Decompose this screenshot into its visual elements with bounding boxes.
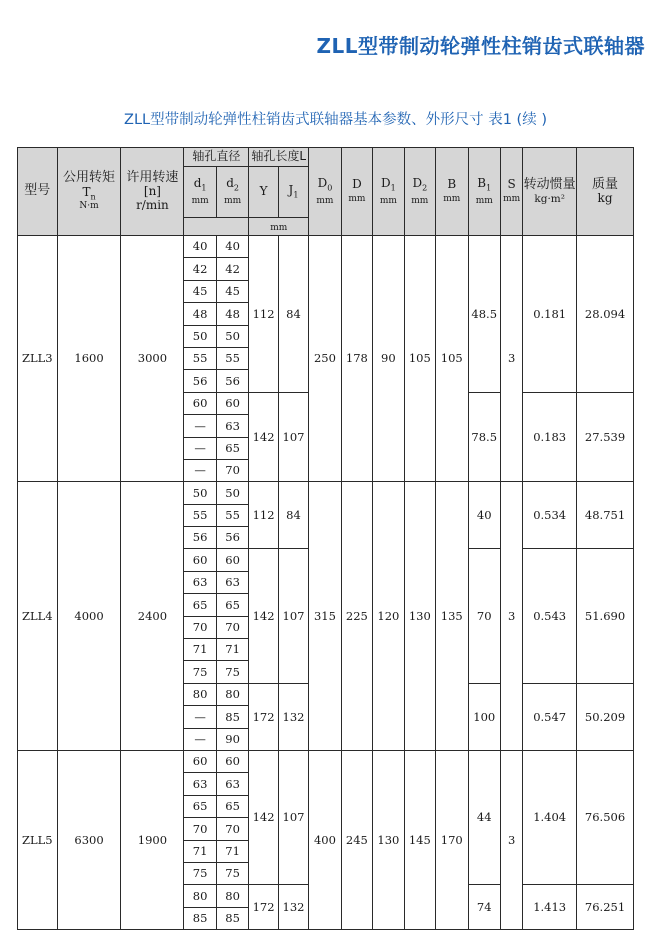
d1-cell: — xyxy=(184,706,216,728)
y-cell: 142 xyxy=(249,392,278,482)
inertia-cell: 0.183 xyxy=(523,392,577,482)
d1-cell: 71 xyxy=(184,639,216,661)
table-row xyxy=(18,750,634,772)
torque-cell: 6300 xyxy=(57,750,121,929)
d-cell: 245 xyxy=(341,750,372,929)
d1-cell: 56 xyxy=(184,527,216,549)
mass-cell: 48.751 xyxy=(577,482,634,549)
table-title: ZLL型带制动轮弹性柱销齿式联轴器基本参数、外形尺寸 表1 (续 ) xyxy=(124,112,547,128)
b-cell: 105 xyxy=(436,236,468,482)
d0-cell: 250 xyxy=(309,236,341,482)
d2-cell: 60 xyxy=(216,392,248,414)
d2-cell: 71 xyxy=(216,840,248,862)
d2-cell: 56 xyxy=(216,370,248,392)
d2-cell: 56 xyxy=(216,527,248,549)
j1-cell: 132 xyxy=(278,683,308,750)
j1-cell: 107 xyxy=(278,750,308,884)
speed-cell: 1900 xyxy=(121,750,184,929)
header-d2-outer: $D_2$ mm xyxy=(404,148,435,236)
j1-cell: 107 xyxy=(278,392,308,482)
mass-cell: 51.690 xyxy=(577,549,634,683)
mass-cell: 27.539 xyxy=(577,392,634,482)
d1-cell: 75 xyxy=(184,661,216,683)
j1-cell: 132 xyxy=(278,885,308,930)
d1-cell: 70 xyxy=(184,616,216,638)
y-cell: 172 xyxy=(249,683,278,750)
y-cell: 172 xyxy=(249,885,278,930)
header-length-unit: mm xyxy=(249,218,309,236)
d1-cell: 50 xyxy=(184,325,216,347)
d1-cell: 70 xyxy=(184,818,216,840)
torque-cell: 1600 xyxy=(57,236,121,482)
d1-cell: — xyxy=(184,437,216,459)
b1-cell: 40 xyxy=(468,482,500,549)
d2-cell: 65 xyxy=(216,594,248,616)
d1-cell: 120 xyxy=(373,482,404,751)
mass-cell: 76.251 xyxy=(577,885,634,930)
j1-cell: 84 xyxy=(278,482,308,549)
b1-cell: 78.5 xyxy=(468,392,500,482)
d1-cell: 130 xyxy=(373,750,404,929)
d-cell: 225 xyxy=(341,482,372,751)
header-d1: $d_1$ mm xyxy=(184,167,216,218)
inertia-cell: 0.547 xyxy=(523,683,577,750)
header-d0: $D_0$ mm xyxy=(309,148,341,236)
header-mass: 质量 kg xyxy=(577,148,634,236)
torque-cell: 4000 xyxy=(57,482,121,751)
header-speed: 许用转速 [n] r/min xyxy=(121,148,184,236)
mass-cell: 76.506 xyxy=(577,750,634,884)
mass-cell: 28.094 xyxy=(577,236,634,393)
header-b: B mm xyxy=(436,148,468,236)
header-d2: $d_2$ mm xyxy=(216,167,248,218)
d2-cell: 80 xyxy=(216,885,248,907)
d1-cell: 48 xyxy=(184,303,216,325)
table-body xyxy=(18,236,634,930)
header-torque: 公用转矩 $T_n$ N·m xyxy=(57,148,121,236)
header-bore-unit xyxy=(184,218,249,236)
header-bore-diameter: 轴孔直径 xyxy=(184,148,249,167)
inertia-cell: 0.534 xyxy=(523,482,577,549)
d2-cell: 145 xyxy=(404,750,435,929)
d1-cell: 40 xyxy=(184,236,216,258)
d1-cell: 42 xyxy=(184,258,216,280)
d2-cell: 105 xyxy=(404,236,435,482)
y-cell: 112 xyxy=(249,236,278,393)
header-y: Y xyxy=(249,167,278,218)
d2-cell: 55 xyxy=(216,504,248,526)
d2-cell: 71 xyxy=(216,639,248,661)
b1-cell: 44 xyxy=(468,750,500,884)
d1-cell: 80 xyxy=(184,885,216,907)
j1-cell: 107 xyxy=(278,549,308,683)
d1-cell: — xyxy=(184,728,216,750)
s-cell: 3 xyxy=(500,236,522,482)
mass-cell: 50.209 xyxy=(577,683,634,750)
d2-cell: 130 xyxy=(404,482,435,751)
d1-cell: 60 xyxy=(184,392,216,414)
inertia-cell: 0.543 xyxy=(523,549,577,683)
spec-table xyxy=(17,147,634,930)
s-cell: 3 xyxy=(500,750,522,929)
header-b1: $B_1$ mm xyxy=(468,148,500,236)
b-cell: 170 xyxy=(436,750,468,929)
model-name-cell: ZLL5 xyxy=(18,750,58,929)
d2-cell: 70 xyxy=(216,616,248,638)
header-model: 型号 xyxy=(18,148,58,236)
d1-cell: 63 xyxy=(184,571,216,593)
inertia-cell: 1.413 xyxy=(523,885,577,930)
d2-cell: 50 xyxy=(216,482,248,504)
d2-cell: 50 xyxy=(216,325,248,347)
d1-cell: 60 xyxy=(184,750,216,772)
d1-cell: 75 xyxy=(184,862,216,884)
b1-cell: 74 xyxy=(468,885,500,930)
d1-cell: 85 xyxy=(184,907,216,929)
d2-cell: 63 xyxy=(216,773,248,795)
d2-cell: 63 xyxy=(216,571,248,593)
y-cell: 142 xyxy=(249,549,278,683)
b1-cell: 100 xyxy=(468,683,500,750)
table-row xyxy=(18,482,634,504)
d2-cell: 55 xyxy=(216,347,248,369)
table-row xyxy=(18,236,634,258)
d2-cell: 48 xyxy=(216,303,248,325)
d1-cell: 71 xyxy=(184,840,216,862)
d2-cell: 40 xyxy=(216,236,248,258)
d1-cell: 55 xyxy=(184,504,216,526)
d2-cell: 75 xyxy=(216,661,248,683)
d1-cell: 63 xyxy=(184,773,216,795)
d1-cell: 56 xyxy=(184,370,216,392)
d2-cell: 60 xyxy=(216,750,248,772)
b1-cell: 48.5 xyxy=(468,236,500,393)
s-cell: 3 xyxy=(500,482,522,751)
d2-cell: 45 xyxy=(216,280,248,302)
j1-cell: 84 xyxy=(278,236,308,393)
inertia-cell: 1.404 xyxy=(523,750,577,884)
d2-cell: 80 xyxy=(216,683,248,705)
table-header xyxy=(18,148,634,236)
d1-cell: — xyxy=(184,459,216,481)
d-cell: 178 xyxy=(341,236,372,482)
header-inertia: 转动惯量 kg·m² xyxy=(523,148,577,236)
model-name-cell: ZLL3 xyxy=(18,236,58,482)
d2-cell: 42 xyxy=(216,258,248,280)
inertia-cell: 0.181 xyxy=(523,236,577,393)
header-d: D mm xyxy=(341,148,372,236)
d1-cell: 90 xyxy=(373,236,404,482)
d2-cell: 60 xyxy=(216,549,248,571)
d1-cell: 65 xyxy=(184,795,216,817)
d2-cell: 75 xyxy=(216,862,248,884)
d2-cell: 70 xyxy=(216,818,248,840)
d1-cell: 60 xyxy=(184,549,216,571)
d1-cell: 45 xyxy=(184,280,216,302)
header-j1: $J_1$ xyxy=(278,167,308,218)
b1-cell: 70 xyxy=(468,549,500,683)
header-d1-outer: $D_1$ mm xyxy=(373,148,404,236)
d2-cell: 65 xyxy=(216,795,248,817)
speed-cell: 2400 xyxy=(121,482,184,751)
d2-cell: 90 xyxy=(216,728,248,750)
d2-cell: 70 xyxy=(216,459,248,481)
d2-cell: 63 xyxy=(216,415,248,437)
d2-cell: 65 xyxy=(216,437,248,459)
b-cell: 135 xyxy=(436,482,468,751)
d2-cell: 85 xyxy=(216,907,248,929)
d1-cell: 65 xyxy=(184,594,216,616)
speed-cell: 3000 xyxy=(121,236,184,482)
d2-cell: 85 xyxy=(216,706,248,728)
d1-cell: 50 xyxy=(184,482,216,504)
model-name-cell: ZLL4 xyxy=(18,482,58,751)
d1-cell: 80 xyxy=(184,683,216,705)
d1-cell: 55 xyxy=(184,347,216,369)
y-cell: 142 xyxy=(249,750,278,884)
d0-cell: 400 xyxy=(309,750,341,929)
header-s: S mm xyxy=(500,148,522,236)
header-bore-length: 轴孔长度L xyxy=(249,148,309,167)
y-cell: 112 xyxy=(249,482,278,549)
d1-cell: — xyxy=(184,415,216,437)
page-title: ZLL型带制动轮弹性柱销齿式联轴器 xyxy=(316,34,645,58)
d0-cell: 315 xyxy=(309,482,341,751)
